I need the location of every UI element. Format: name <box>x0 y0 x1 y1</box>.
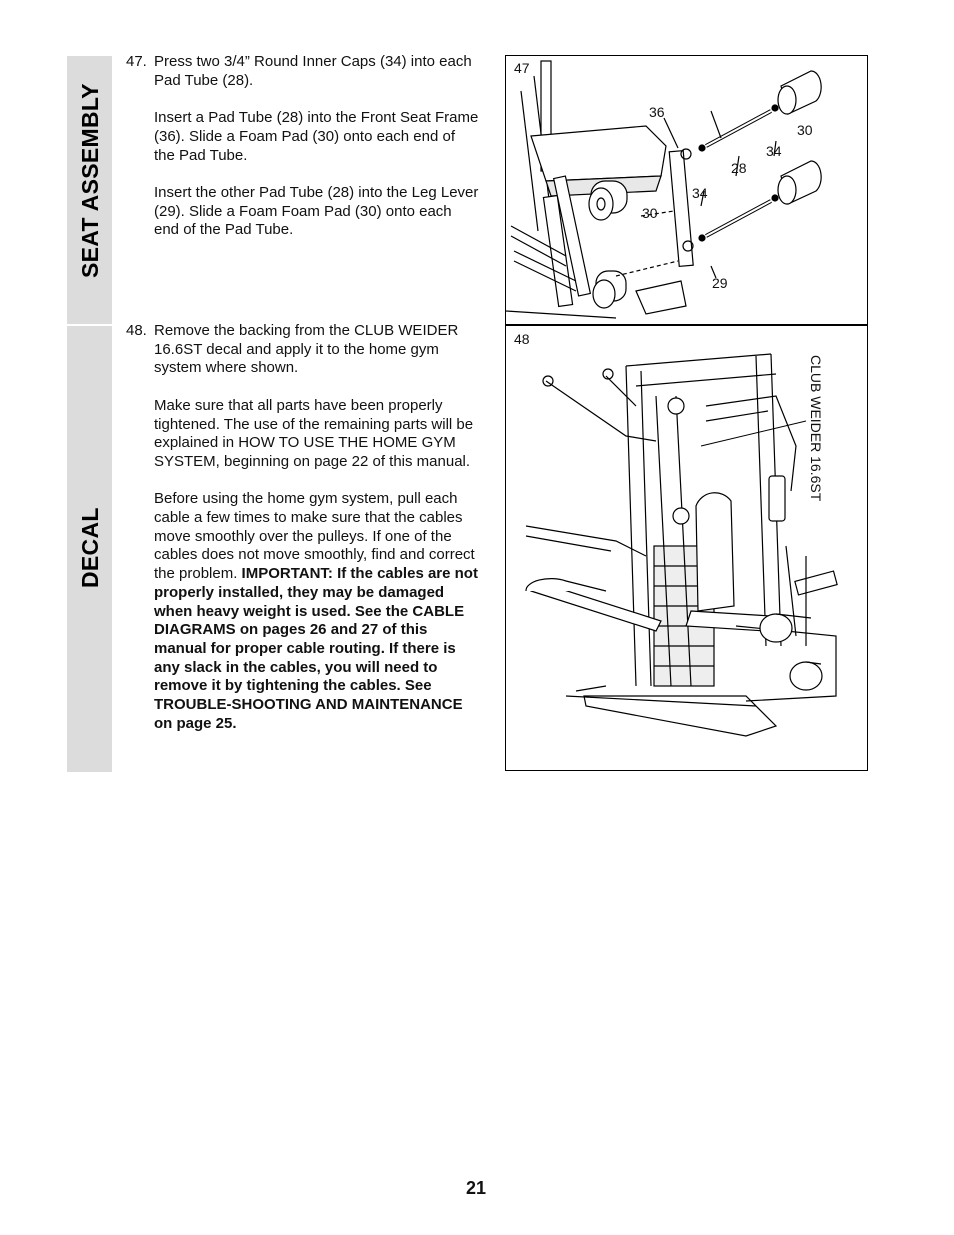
figure-48-label: 48 <box>514 331 530 347</box>
callout-36: 36 <box>649 104 665 120</box>
callout-30: 30 <box>797 122 813 138</box>
step-paragraph: Insert a Pad Tube (28) into the Front Seat Frame (36). Slide a Foam Pad (30) onto each end of the Pad Tube. <box>154 109 479 164</box>
important-note: IMPORTANT: If the cables are not properly installed, they may be damaged when heavy weight is used. See the CABLE DIAGRAMS on pages 26 and 27 of this manual for proper cable routing. If there is any slack in the cables, you will need to remove it by tightening the cables. See TROUBLE-SHOOTING AND MAINTENANCE on page 25. <box>154 565 478 732</box>
step-paragraph: Make sure that all parts have been properly tightened. The use of the remaining parts will be explained in HOW TO USE THE HOME GYM SYSTEM, beginning on page 22 of this manual. <box>154 396 474 470</box>
figure-47-label: 47 <box>514 60 530 76</box>
step-47 <box>120 53 480 240</box>
callout-34: 34 <box>766 143 782 159</box>
section-label-seat-assembly: SEAT ASSEMBLY <box>77 83 103 278</box>
step-48 <box>120 322 480 733</box>
step-paragraph-warning <box>154 490 480 733</box>
step-number: 48. <box>126 322 147 339</box>
seat-assembly-illustration <box>506 56 868 324</box>
callout-30: 30 <box>642 205 658 221</box>
step-number: 47. <box>126 53 147 70</box>
step-paragraph: Press two 3/4” Round Inner Caps (34) into each Pad Tube (28). <box>154 53 472 89</box>
sidebar-divider <box>67 324 112 326</box>
section-label-decal: DECAL <box>77 507 103 588</box>
callout-34: 34 <box>692 185 708 201</box>
callout-28: 28 <box>731 160 747 176</box>
step-paragraph: Remove the backing from the CLUB WEIDER 16.6ST decal and apply it to the home gym system where shown. <box>154 322 459 377</box>
page-number: 21 <box>466 1178 487 1198</box>
step-text: Before using the home gym system, pull each cable a few times to make sure that the cables move smoothly over the pulleys. If one of the cables does not move smoothly, find and correct the problem. <box>154 490 475 583</box>
decal-label: CLUB WEIDER 16.6ST <box>808 355 824 502</box>
step-paragraph: Insert the other Pad Tube (28) into the Leg Lever (29). Slide a Foam Foam Pad (30) onto each end of the Pad Tube. <box>154 183 479 239</box>
callout-29: 29 <box>712 275 728 291</box>
